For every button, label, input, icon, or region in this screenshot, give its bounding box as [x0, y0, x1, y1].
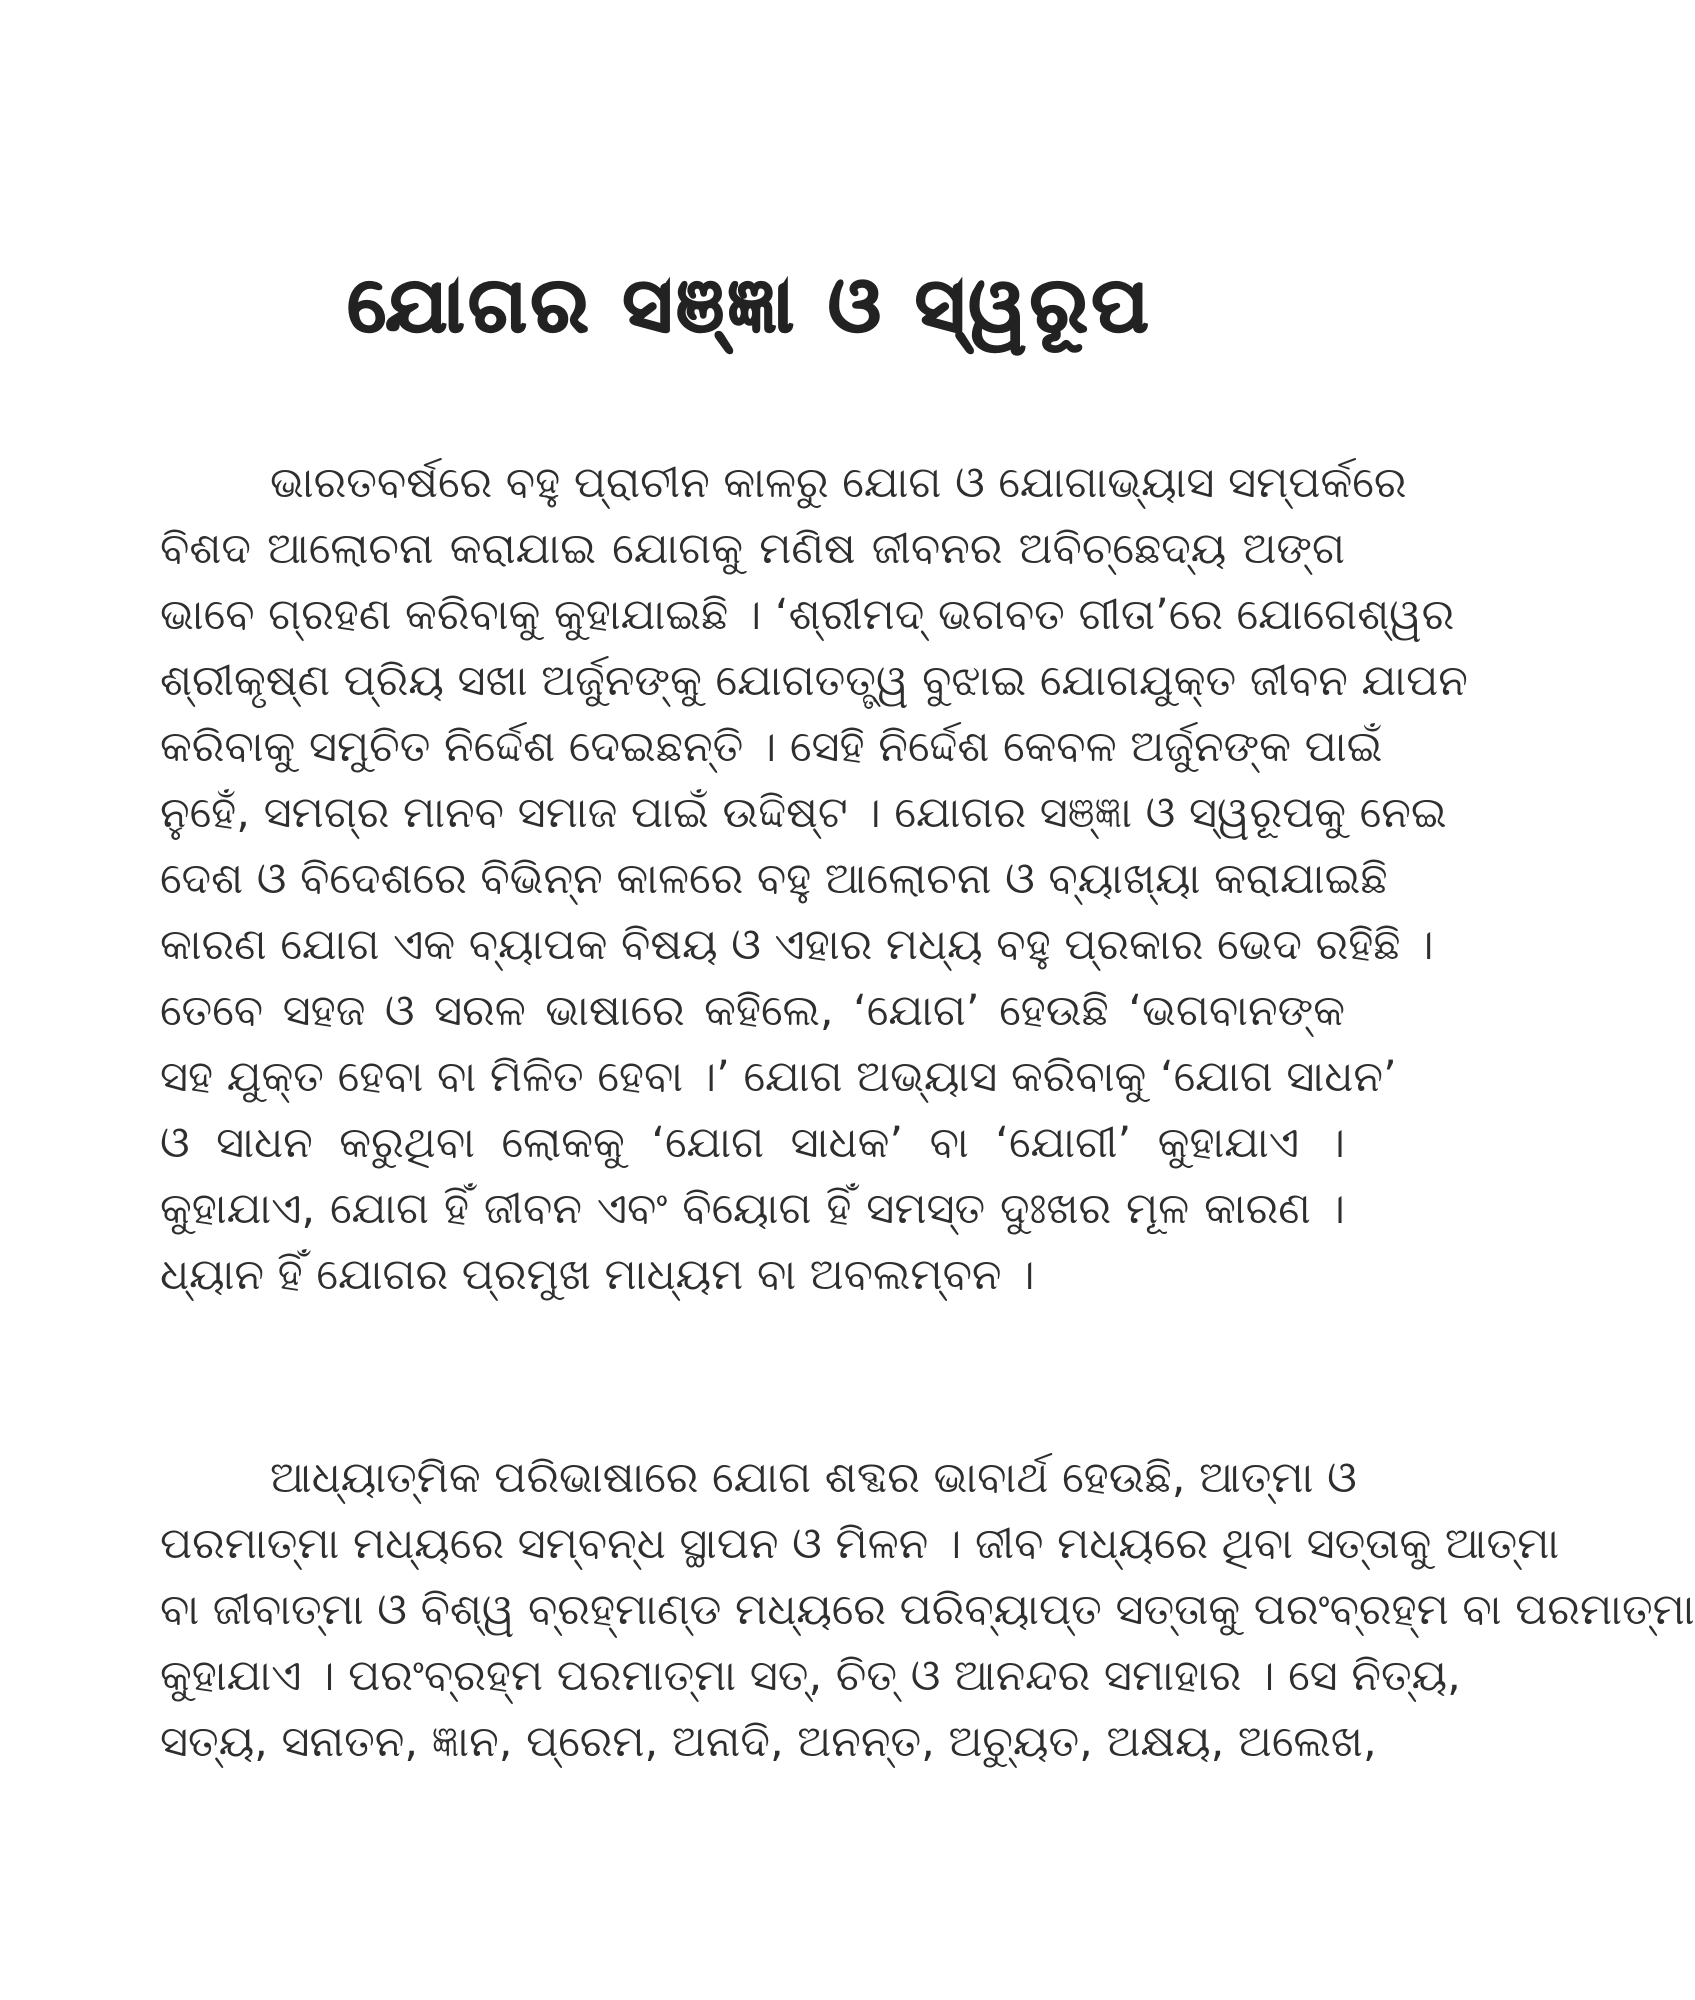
paragraph-line: ନୁହେଁ, ସମଗ୍ର ମାନବ ସମାଜ ପାଇଁ ଉଦ୍ଦିଷ୍ଟ । ଯୋଗର ସଞ୍ଜ୍ଞା ଓ ସ୍ୱରୂପକୁ ନେଇ: [160, 788, 1447, 838]
paragraph-line: ଶ୍ରୀକୃଷ୍ଣ ପ୍ରିୟ ସଖା ଅର୍ଜୁନଙ୍କୁ ଯୋଗତତ୍ତ୍ୱ ବୁଝାଇ ଯୋଗଯୁକ୍ତ ଜୀବନ ଯାପନ: [160, 656, 1468, 706]
paragraph-1: [160, 450, 1468, 1308]
paragraph-line: ଆଧ୍ୟାତ୍ମିକ ପରିଭାଷାରେ ଯୋଗ ଶବ୍ଦର ଭାବାର୍ଥ ହେଉଛି, ଆତ୍ମା ଓ: [270, 1453, 1357, 1503]
paragraph-line: ପରମାତ୍ମା ମଧ୍ୟରେ ସମ୍ବନ୍ଧ ସ୍ଥାପନ ଓ ମିଳନ । ଜୀବ ମଧ୍ୟରେ ଥିବା ସତ୍ତାକୁ ଆତ୍ମା: [160, 1519, 1560, 1569]
paragraph-line: ଭାରତବର୍ଷରେ ବହୁ ପ୍ରାଚୀନ କାଳରୁ ଯୋଗ ଓ ଯୋଗାଭ୍ୟାସ ସମ୍ପର୍କରେ: [270, 458, 1407, 508]
paragraph-line: ଧ୍ୟାନ ହିଁ ଯୋଗର ପ୍ରମୁଖ ମାଧ୍ୟମ ବା ଅବଲମ୍ବନ ।: [160, 1250, 1035, 1300]
paragraph-line: ସହ ଯୁକ୍ତ ହେବା ବା ମିଳିତ ହେବା ।’ ଯୋଗ ଅଭ୍ୟାସ କରିବାକୁ ‘ଯୋଗ ସାଧନ’: [160, 1052, 1397, 1102]
paragraph-line: ବିଶଦ ଆଲୋଚନା କରାଯାଇ ଯୋଗକୁ ମଣିଷ ଜୀବନର ଅବିଚ୍ଛେଦ୍ୟ ଅଙ୍ଗ: [160, 524, 1345, 574]
paragraph-2: [160, 1445, 1695, 1775]
paragraph-line: ସତ୍ୟ, ସନାତନ, ଜ୍ଞାନ, ପ୍ରେମ, ଅନାଦି, ଅନନ୍ତ, ଅଚ୍ୟୁତ, ଅକ୍ଷୟ, ଅଲେଖ,: [160, 1717, 1377, 1767]
paragraph-line: କାରଣ ଯୋଗ ଏକ ବ୍ୟାପକ ବିଷୟ ଓ ଏହାର ମଧ୍ୟ ବହୁ ପ୍ରକାର ଭେଦ ରହିଛି ।: [160, 920, 1434, 970]
paragraph-line: ତେବେ ସହଜ ଓ ସରଳ ଭାଷାରେ କହିଲେ, ‘ଯୋଗ’ ହେଉଛି ‘ଭଗବାନଙ୍କ: [160, 986, 1345, 1036]
paragraph-line: କରିବାକୁ ସମୁଚିତ ନିର୍ଦ୍ଦେଶ ଦେଇଛନ୍ତି । ସେହି ନିର୍ଦ୍ଦେଶ କେବଳ ଅର୍ଜୁନଙ୍କ ପାଇଁ: [160, 722, 1383, 772]
paragraph-line: କୁହାଯାଏ । ପରଂବ୍ରହ୍ମ ପରମାତ୍ମା ସତ୍, ଚିତ୍ ଓ ଆନନ୍ଦର ସମାହାର । ସେ ନିତ୍ୟ,: [160, 1651, 1461, 1701]
page-title: ଯୋଗର ସଞ୍ଜ୍ଞା ଓ ସ୍ୱରୂପ: [347, 260, 1153, 349]
paragraph-line: ଭାବେ ଗ୍ରହଣ କରିବାକୁ କୁହାଯାଇଛି । ‘ଶ୍ରୀମଦ୍ ଭଗବତ ଗୀତା’ରେ ଯୋଗେଶ୍ୱର: [160, 590, 1455, 640]
paragraph-line: ବା ଜୀବାତ୍ମା ଓ ବିଶ୍ୱ ବ୍ରହ୍ମାଣ୍ଡ ମଧ୍ୟରେ ପରିବ୍ୟାପ୍ତ ସତ୍ତାକୁ ପରଂବ୍ରହ୍ମ ବା ପରମାତ୍ମା: [160, 1585, 1695, 1635]
paragraph-line: ଓ ସାଧନ କରୁଥିବା ଲୋକକୁ ‘ଯୋଗ ସାଧକ’ ବା ‘ଯୋଗୀ’ କୁହାଯାଏ ।: [160, 1118, 1345, 1168]
paragraph-line: କୁହାଯାଏ, ଯୋଗ ହିଁ ଜୀବନ ଏବଂ ବିୟୋଗ ହିଁ ସମସ୍ତ ଦୁଃଖର ମୂଳ କାରଣ ।: [160, 1184, 1345, 1234]
paragraph-line: ଦେଶ ଓ ବିଦେଶରେ ବିଭିନ୍ନ କାଳରେ ବହୁ ଆଲୋଚନା ଓ ବ୍ୟାଖ୍ୟା କରାଯାଇଛି: [160, 854, 1388, 904]
